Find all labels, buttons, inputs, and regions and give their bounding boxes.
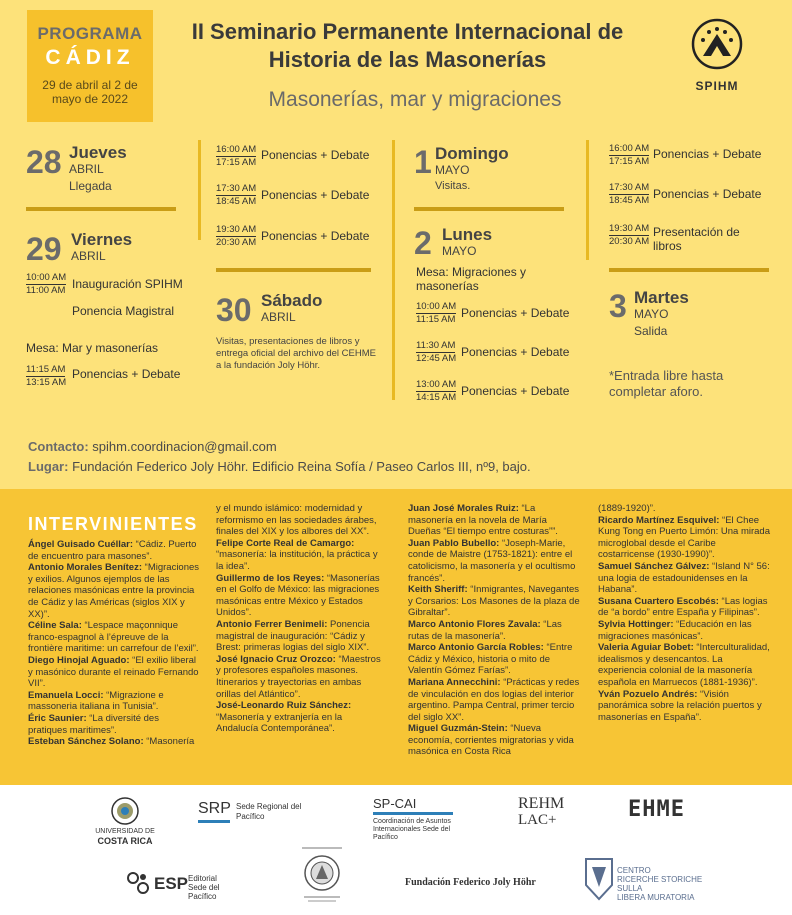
speaker-talk: “Las rutas de la masonería”. — [408, 618, 562, 642]
speakers-column-2 — [216, 503, 386, 735]
speaker-talk: “Educación en las migraciones masónicas”. — [598, 618, 752, 642]
spcai-bar — [373, 812, 453, 815]
day-2-number: 2 — [414, 225, 432, 261]
speaker-name: Marco Antonio García Robles: — [408, 642, 544, 654]
speaker-entry — [216, 654, 386, 700]
ucr-logo — [92, 796, 158, 846]
catedra-seal-icon — [300, 845, 344, 907]
speaker-entry — [598, 689, 770, 724]
cehme-logo: EHME — [628, 797, 685, 822]
day-29-month: ABRIL — [71, 249, 106, 263]
speaker-name: Emanuela Locci: — [28, 689, 104, 701]
day-1-month: MAYO — [435, 163, 470, 177]
speaker-entry — [408, 503, 580, 538]
speaker-name: Felipe Corte Real de Camargo: — [216, 537, 355, 549]
event-label: Presentación de libros — [653, 225, 740, 253]
contact-label: Contacto: — [28, 439, 89, 454]
srp-text: Sede Regional del Pacífico — [236, 802, 302, 821]
event-label: Ponencias + Debate — [461, 384, 570, 398]
ucr-seal-icon — [111, 796, 139, 826]
speaker-entry — [216, 573, 386, 619]
time-range: 10:00 AM 11:00 AM — [26, 272, 67, 296]
centro-line4: LIBERA MURATORIA — [617, 893, 695, 902]
column-separator — [198, 140, 201, 240]
esp-logo — [125, 870, 151, 901]
day-2-name: Lunes — [442, 225, 493, 244]
speaker-name: Samuel Sánchez Gálvez: — [598, 560, 710, 572]
speaker-entry — [408, 538, 580, 584]
speaker-entry — [598, 515, 770, 561]
event-label: Ponencias + Debate — [461, 306, 570, 320]
event-label: Ponencias + Debate — [653, 147, 762, 161]
event-label: Ponencia Magistral — [72, 304, 175, 318]
centro-line2: RICERCHE STORICHE — [617, 875, 703, 884]
event-label: Ponencias + Debate — [261, 148, 370, 162]
esp-abbr: ESP — [154, 874, 189, 893]
speaker-talk: “Inmigrantes, Navegantes y Corsarios: Los Masones de la plaza de Gibraltar”. — [408, 584, 580, 619]
day-3-number: 3 — [609, 288, 627, 324]
speaker-entry — [216, 700, 386, 735]
speaker-name: Yván Pozuelo Andrés: — [598, 688, 698, 700]
centro-line3: SULLA — [617, 884, 643, 893]
speaker-talk: “La masonería en la novela de María Dueñas “El tiempo entre costuras””. — [408, 503, 558, 538]
speaker-entry — [598, 642, 770, 688]
speaker-talk: “Visión panorámica sobre la relación puertos y masonerías en España”. — [598, 688, 762, 723]
speaker-entry — [408, 584, 580, 619]
badge-city: CÁDIZ — [45, 46, 135, 69]
speaker-entry — [28, 655, 200, 690]
ucr-line1: UNIVERSIDAD DE — [95, 828, 155, 835]
speaker-talk: “Joseph-Marie, conde de Maistre (1753-1821): entre el catolicismo, la masonería y el ocultismo francés”. — [408, 537, 576, 584]
speaker-talk: “Entre Cádiz y México, historia o mito de Valentín Gómez Farías”. — [408, 642, 573, 677]
speaker-name: Marco Antonio Flores Zavala: — [408, 618, 541, 630]
spcai-logo — [373, 796, 457, 842]
page-title: II Seminario Permanente Internacional de Historia de las Masonerías — [191, 19, 624, 72]
day-28-name: Jueves — [69, 143, 127, 162]
divider — [216, 268, 371, 272]
speaker-entry — [28, 620, 200, 655]
event-label: Ponencias + Debate — [72, 367, 181, 381]
rehm-logo — [518, 796, 564, 828]
speaker-talk: “Island N° 56: una logia de estadounidenses en la Habana”. — [598, 560, 770, 596]
speaker-entry — [216, 538, 386, 573]
speaker-entry — [598, 561, 770, 596]
speakers-title: INTERVINIENTES — [28, 514, 198, 534]
speaker-entry — [408, 642, 580, 677]
time-range: 11:15 AM 13:15 AM — [26, 364, 67, 388]
speaker-talk: “El Chee Kung Tong en Puerto Limón: Una mirada microglobal desde el Caribe costarricense (1930-1990)”. — [598, 514, 770, 561]
speaker-talk: “Prácticas y redes de vinculación en dos logias del interior argentino. Pampa Central, primer tercio del siglo XX”. — [408, 676, 580, 723]
day-1-number: 1 — [414, 144, 432, 180]
srp-logo — [198, 800, 231, 823]
srp-abbr: SRP — [198, 800, 231, 817]
speaker-name: Valeria Aguiar Bobet: — [598, 642, 694, 654]
speaker-name: Susana Cuartero Escobés: — [598, 595, 719, 607]
page-subtitle: Masonerías, mar y migraciones — [268, 88, 562, 111]
day-3-month: MAYO — [634, 307, 669, 321]
time-range: 16:00 AM 17:15 AM — [216, 144, 257, 168]
time-range: 17:30 AM 18:45 AM — [216, 183, 257, 207]
speaker-entry — [28, 736, 200, 748]
speaker-name: Juan Pablo Bubello: — [408, 537, 500, 549]
time-range: 19:30 AM 20:30 AM — [216, 224, 257, 248]
time-range: 10:00 AM 11:15 AM — [416, 301, 457, 325]
speaker-talk: “Lespace maçonnique franco-espagnol à l’épreuve de la frontière maritime: un carrefour de l’exil”. — [28, 620, 199, 655]
time-range: 17:30 AM 18:45 AM — [609, 182, 650, 206]
speakers-column-1 — [28, 539, 200, 748]
day-3-name: Martes — [634, 288, 689, 307]
column-separator — [392, 140, 395, 400]
speaker-talk: “Masonerías en el Golfo de México: las migraciones masónicas entre México y Estados Unidos”. — [216, 572, 380, 619]
speaker-name: Keith Sheriff: — [408, 584, 468, 596]
speaker-entry — [598, 503, 770, 515]
speaker-entry — [598, 619, 770, 642]
speaker-name: Miguel Guzmán-Stein: — [408, 723, 508, 735]
centro-line1: CENTRO — [617, 866, 651, 875]
speaker-talk: Ponencia magistral de inauguración: “Cádiz y Brest: primeras logias del siglo XIX”. — [216, 618, 370, 654]
mesa-label: Mesa: Mar y masonerías — [26, 341, 159, 355]
event-label: Inauguración SPIHM — [72, 277, 183, 291]
speaker-entry — [408, 619, 580, 642]
centro-logo — [584, 857, 614, 906]
speaker-talk: “Las logias de “a bordo” entre España y Filipinas”. — [598, 595, 768, 619]
badge-programa: PROGRAMA — [37, 24, 143, 43]
time-range: 11:30 AM 12:45 AM — [416, 340, 457, 364]
rehm-line2: LAC+ — [518, 812, 557, 828]
speaker-name: José Ignacio Cruz Orozco: — [216, 653, 336, 665]
divider — [26, 207, 176, 211]
day-28-month: ABRIL — [69, 162, 104, 176]
speaker-talk: “Nueva economía, corrientes migratorias y vida masónica en Costa Rica — [408, 723, 574, 758]
ucr-line2: COSTA RICA — [97, 836, 153, 846]
speaker-entry — [216, 619, 386, 654]
event-label: Ponencias + Debate — [261, 229, 370, 243]
spihm-logo — [686, 18, 748, 93]
esp-gear-icon — [125, 870, 151, 896]
speaker-name: Ángel Guisado Cuéllar: — [28, 539, 134, 550]
time-range: 19:30 AM 20:30 AM — [609, 223, 650, 247]
event-label: Ponencias + Debate — [653, 187, 762, 201]
day-30-description: Visitas, presentaciones de libros y entrega oficial del archivo del CEHME a la fundación Joly Höhr. — [216, 336, 376, 371]
time-range: 13:00 AM 14:15 AM — [416, 379, 457, 403]
speaker-entry — [28, 562, 200, 620]
speaker-name: José-Leonardo Ruiz Sánchez: — [216, 700, 352, 712]
day-28-note: Llegada — [69, 179, 112, 193]
speaker-name: Antonio Morales Benítez: — [28, 562, 143, 574]
place-label: Lugar: — [28, 459, 69, 474]
joly-logo: Fundación Federico Joly Höhr — [405, 877, 536, 888]
speaker-talk: (1889-1920)”. — [598, 503, 656, 514]
speakers-column-4 — [598, 503, 770, 723]
speaker-entry — [408, 677, 580, 723]
speaker-talk: “masonería: la institución, la práctica y la idea”. — [216, 549, 378, 572]
speaker-talk: “Masonería — [143, 736, 195, 748]
speaker-name: Diego Hinojal Aguado: — [28, 654, 130, 666]
contact-block — [28, 437, 531, 477]
srp-bar — [198, 820, 230, 823]
badge-dates: 29 de abril al 2 de mayo de 2022 — [42, 78, 138, 106]
day-29-name: Viernes — [71, 230, 133, 249]
speaker-name: Antonio Ferrer Benimeli: — [216, 618, 328, 630]
speaker-name: Éric Saunier: — [28, 712, 87, 724]
contact-email[interactable]: spihm.coordinacion@gmail.com — [92, 439, 277, 454]
speaker-talk: “Cádiz. Puerto de encuentro para masones”. — [28, 539, 197, 562]
catedra-seal — [300, 845, 344, 912]
program-badge — [27, 10, 153, 122]
speaker-entry — [28, 690, 200, 713]
speaker-entry — [408, 723, 580, 758]
speaker-name: Juan José Morales Ruiz: — [408, 503, 519, 514]
speaker-talk: “La diversité des pratiques maritimes”. — [28, 712, 159, 736]
esp-text: Editorial Sede del Pacífico — [188, 874, 220, 901]
divider — [414, 207, 564, 211]
speaker-entry — [216, 503, 386, 538]
entry-note: *Entrada libre hasta completar aforo. — [609, 368, 724, 399]
speaker-talk: “Interculturalidad, idealismos y desencantos. La experiencia colonial de la masonería española en Marruecos (1881-1936)”. — [598, 642, 770, 688]
day-2-month: MAYO — [442, 244, 477, 258]
rehm-line1: REHM — [518, 795, 565, 812]
speaker-name: Sylvia Hottinger: — [598, 618, 674, 630]
event-label: Ponencias + Debate — [261, 188, 370, 202]
speaker-talk: “Migraciones y exilios. Algunos ejemplos de las relaciones masónicas entre la provincia de Cádiz y las Américas (siglos XIX y XX)”. — [28, 562, 200, 620]
centro-shield-icon — [584, 857, 614, 901]
speaker-talk: “Masonería y extranjería en la Andalucía Contemporánea”. — [216, 711, 343, 735]
day-30-name: Sábado — [261, 291, 323, 310]
event-label: Ponencias + Debate — [461, 345, 570, 359]
place-value: Fundación Federico Joly Höhr. Edificio Reina Sofía / Paseo Carlos III, nº9, bajo. — [72, 459, 531, 474]
divider — [609, 268, 769, 272]
speaker-name: Guillermo de los Reyes: — [216, 572, 325, 584]
speaker-talk: “Migrazione e massoneria italiana in Tunisia”. — [28, 689, 164, 713]
speaker-entry — [598, 596, 770, 619]
speaker-name: Mariana Annecchini: — [408, 676, 501, 688]
speaker-name: Ricardo Martínez Esquivel: — [598, 514, 720, 526]
speakers-column-3 — [408, 503, 580, 758]
mesa-label: Mesa: Migraciones y masonerías — [416, 265, 527, 293]
spcai-text: Coordinación de Asuntos Internacionales Sede del Pacífico — [373, 818, 451, 841]
day-30-month: ABRIL — [261, 310, 296, 324]
speaker-talk: y el mundo islámico: modernidad y reformismo en las sociedades árabes, finales del XIX y los albores del XX”. — [216, 503, 377, 538]
day-30-number: 30 — [216, 292, 252, 328]
centro-text — [617, 866, 702, 902]
speaker-name: Esteban Sánchez Solano: — [28, 736, 144, 748]
day-1-note: Visitas. — [435, 180, 471, 192]
speaker-entry — [28, 539, 200, 562]
speaker-talk: “Maestros y profesores españoles masones. Itinerarios y trayectorias en ambas orillas del Atlántico”. — [216, 653, 381, 700]
spcai-abbr: SP-CAI — [373, 796, 417, 811]
time-range: 16:00 AM 17:15 AM — [609, 143, 650, 167]
spihm-logo-text: SPIHM — [695, 79, 739, 93]
column-separator — [586, 140, 589, 260]
speaker-name: Céline Sala: — [28, 620, 82, 632]
speaker-entry — [28, 713, 200, 736]
day-3-note: Salida — [634, 324, 668, 338]
spihm-emblem-icon — [689, 18, 745, 70]
contact-line — [28, 437, 531, 457]
day-1-name: Domingo — [435, 144, 509, 163]
place-line — [28, 457, 531, 477]
speaker-talk: “El exilio liberal y masónico durante el reinado Fernando VII”. — [28, 654, 199, 690]
day-28-number: 28 — [26, 144, 62, 180]
day-29-number: 29 — [26, 231, 62, 267]
